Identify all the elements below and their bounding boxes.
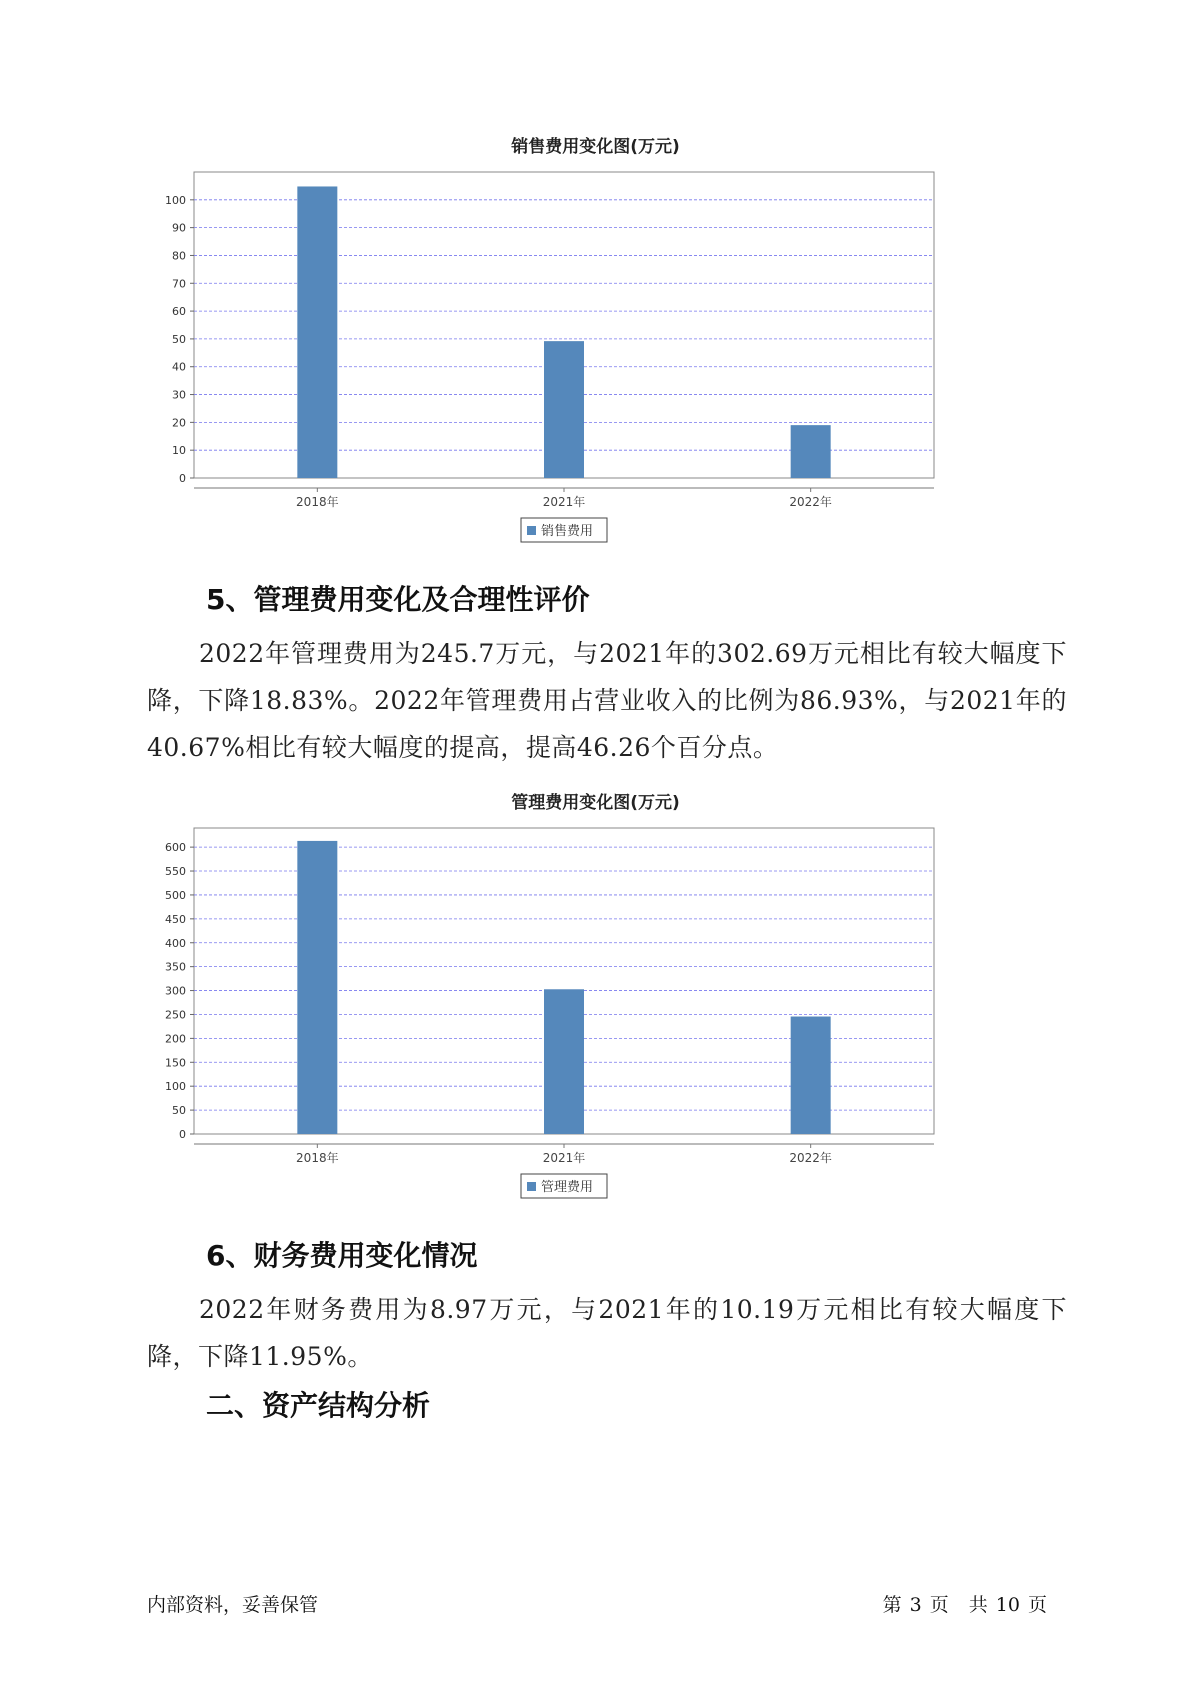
sales-legend-label: 销售费用 (541, 524, 594, 539)
admin-expense-chart-title: 管理费用变化图(万元) (511, 793, 680, 813)
admin-x-tick-label: 2022年 (789, 1151, 832, 1165)
sales-y-tick-label: 0 (179, 472, 186, 485)
section-two-heading: 二、资产结构分析 (206, 1389, 431, 1422)
admin-bar-2022年 (791, 1017, 831, 1134)
sales-y-tick-label: 30 (172, 388, 186, 402)
page-label-suffix: 页 (929, 1594, 949, 1616)
page-label-prefix: 第 (882, 1594, 902, 1616)
sales-y-tick-label: 40 (172, 360, 186, 374)
sales-x-tick-label: 2022年 (789, 495, 832, 509)
page-indicator (879, 1590, 1051, 1617)
sales-bar-2018年 (297, 186, 337, 478)
sales-y-tick-label: 100 (165, 193, 186, 207)
admin-y-tick-label: 400 (165, 936, 186, 950)
sales-y-tick-label: 50 (172, 332, 186, 346)
admin-y-tick-label: 200 (165, 1032, 186, 1046)
total-label: 共 (968, 1594, 988, 1616)
total-label-suffix: 页 (1027, 1594, 1047, 1616)
admin-y-tick-label: 50 (172, 1104, 186, 1118)
admin-bar-2018年 (297, 841, 337, 1134)
sales-expense-chart-title: 销售费用变化图(万元) (511, 137, 680, 157)
admin-y-tick-label: 0 (179, 1128, 186, 1141)
section-6-paragraph: 2022年财务费用为8.97万元，与2021年的10.19万元相比有较大幅度下降，下降11.95%。 (147, 1295, 1067, 1371)
sales-x-tick-label: 2021年 (542, 495, 586, 509)
sales-legend-swatch (527, 526, 536, 535)
sales-y-tick-label: 90 (172, 221, 186, 235)
admin-y-tick-label: 500 (165, 888, 186, 902)
admin-y-tick-label: 100 (165, 1080, 186, 1094)
sales-bar-2022年 (791, 425, 831, 478)
section-5-paragraph: 2022年管理费用为245.7万元，与2021年的302.69万元相比有较大幅度下降，下降18.83%。2022年管理费用占营业收入的比例为86.93%，与2021年的40.67%相比有较大幅度的提高，提高46.26个百分点。 (147, 639, 1067, 762)
admin-x-tick-label: 2021年 (542, 1151, 586, 1165)
section-5-heading: 5、管理费用变化及合理性评价 (206, 583, 590, 616)
admin-legend-swatch (527, 1182, 536, 1191)
admin-expense-chart (150, 816, 1010, 1206)
admin-expense-chart-svg (150, 816, 1010, 1206)
total-pages: 10 (995, 1594, 1020, 1616)
section-6-heading: 6、财务费用变化情况 (206, 1239, 478, 1272)
sales-bar-2021年 (544, 341, 584, 478)
admin-legend-label: 管理费用 (541, 1180, 594, 1195)
page-number: 3 (909, 1594, 922, 1616)
sales-expense-chart (150, 160, 1010, 550)
admin-x-tick-label: 2018年 (296, 1151, 339, 1165)
sales-x-tick-label: 2018年 (296, 495, 339, 509)
sales-y-tick-label: 20 (172, 416, 186, 430)
admin-y-tick-label: 550 (165, 865, 186, 879)
sales-y-tick-label: 80 (172, 249, 186, 263)
admin-y-tick-label: 350 (165, 960, 186, 974)
admin-y-tick-label: 300 (165, 984, 186, 998)
sales-y-tick-label: 60 (172, 305, 186, 319)
sales-y-tick-label: 70 (172, 277, 186, 291)
admin-y-tick-label: 450 (165, 912, 186, 926)
admin-y-tick-label: 600 (165, 841, 186, 855)
sales-expense-chart-svg (150, 160, 1010, 550)
admin-y-tick-label: 150 (165, 1056, 186, 1070)
sales-y-tick-label: 10 (172, 444, 186, 458)
admin-bar-2021年 (544, 989, 584, 1134)
confidential-notice: 内部资料，妥善保管 (147, 1594, 319, 1616)
admin-y-tick-label: 250 (165, 1008, 186, 1022)
